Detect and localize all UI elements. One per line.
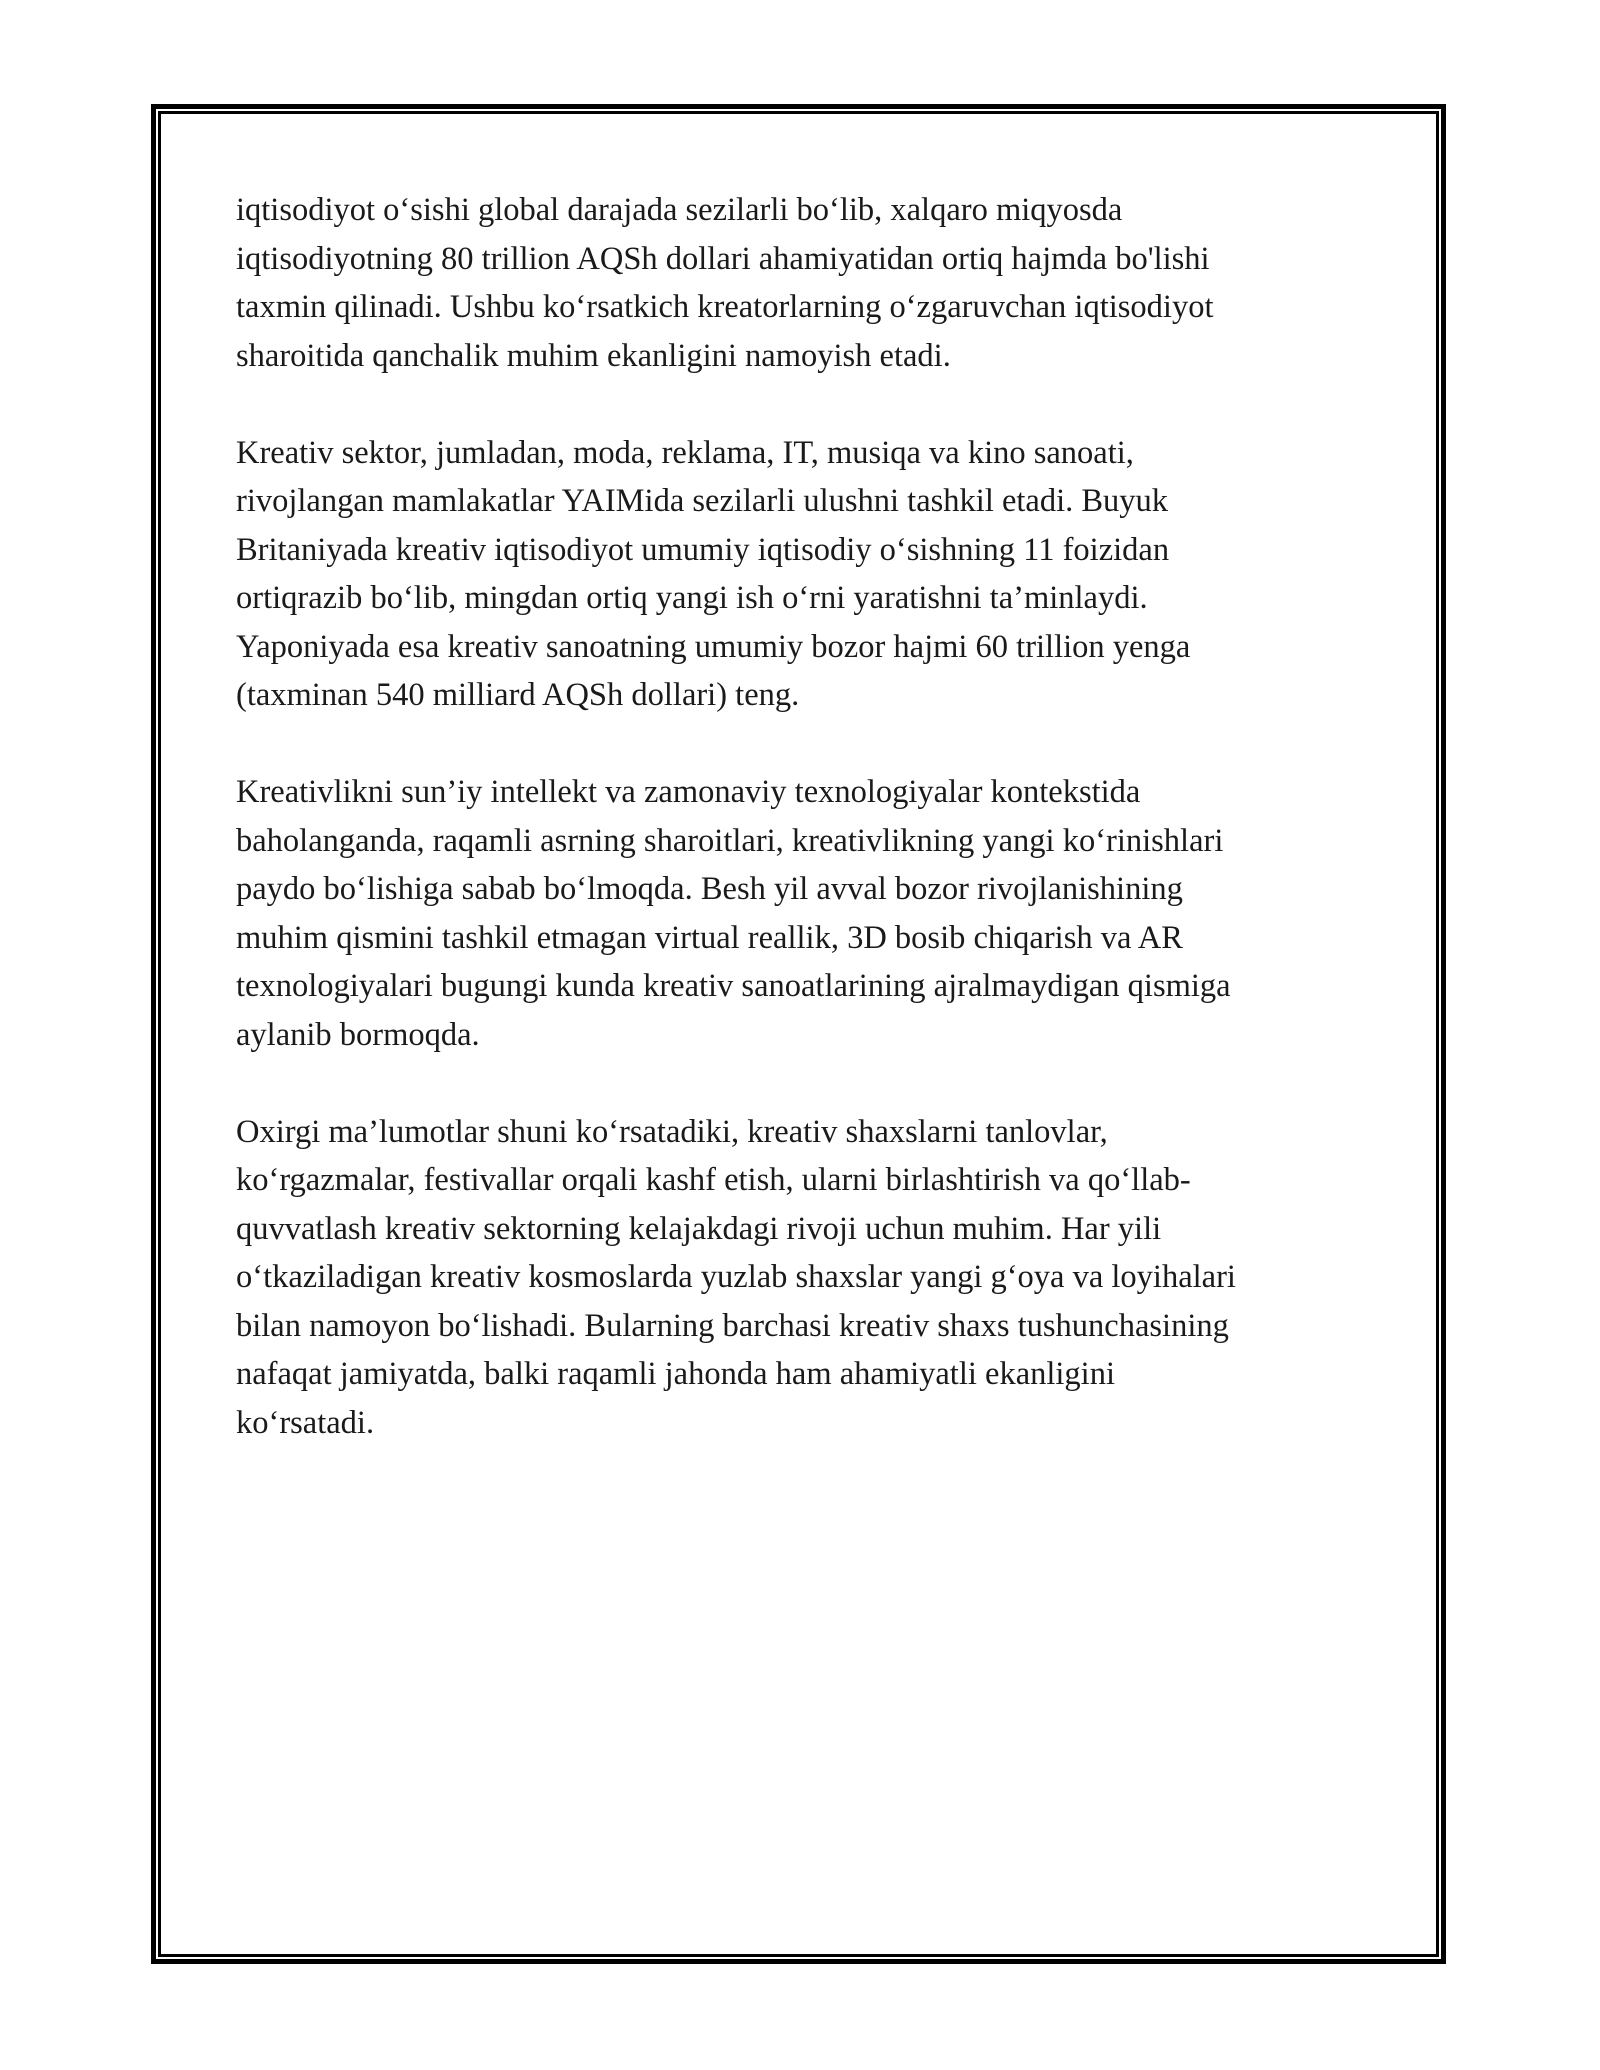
- document-body: [236, 186, 1366, 1496]
- paragraph-3: Kreativlikni sun’iy intellekt va zamonaviy texnologiyalar kontekstida baholanganda, raqamli asrning sharoitlari, kreativlikning yangi ko‘rinishlari paydo bo‘lishiga sabab bo‘lmoqda. Besh yil avval bozor rivojlanishining muhim qismini tashkil etmagan virtual reallik, 3D bosib chiqarish va AR texnologiyalari bugungi kunda kreativ sanoatlarining ajralmaydigan qismiga aylanib bormoqda.: [236, 774, 1231, 1053]
- paragraph-2: Kreativ sektor, jumladan, moda, reklama, IT, musiqa va kino sanoati, rivojlangan mamlakatlar YAIMida sezilarli ulushni tashkil etadi. Buyuk Britaniyada kreativ iqtisodiyot umumiy iqtisodiy o‘sishning 11 foizidan ortiqrazib bo‘lib, mingdan ortiq yangi ish o‘rni yaratishni ta’minlaydi. Yaponiyada esa kreativ sanoatning umumiy bozor hajmi 60 trillion yenga (taxminan 540 milliard AQSh dollari) teng.: [236, 434, 1191, 713]
- paragraph-4: Oxirgi ma’lumotlar shuni ko‘rsatadiki, kreativ shaxslarni tanlovlar, ko‘rgazmalar, festivallar orqali kashf etish, ularni birlashtirish va qo‘llab- quvvatlash kreativ sektorning kelajakdagi rivoji uchun muhim. Har yili o‘tkaziladigan kreativ kosmoslarda yuzlab shaxslar yangi g‘oya va loyihalari bilan namoyon bo‘lishadi. Bularning barchasi kreativ shaxs tushunchasining nafaqat jamiyatda, balki raqamli jahonda ham ahamiyatli ekanligini ko‘rsatadi.: [236, 1113, 1236, 1441]
- paragraph-1: iqtisodiyot o‘sishi global darajada sezilarli bo‘lib, xalqaro miqyosda iqtisodiyotning 80 trillion AQSh dollari ahamiyatidan ortiq hajmda bo'lishi taxmin qilinadi. Ushbu ko‘rsatkich kreatorlarning o‘zgaruvchan iqtisodiyot sharoitida qanchalik muhim ekanligini namoyish etadi.: [236, 192, 1214, 374]
